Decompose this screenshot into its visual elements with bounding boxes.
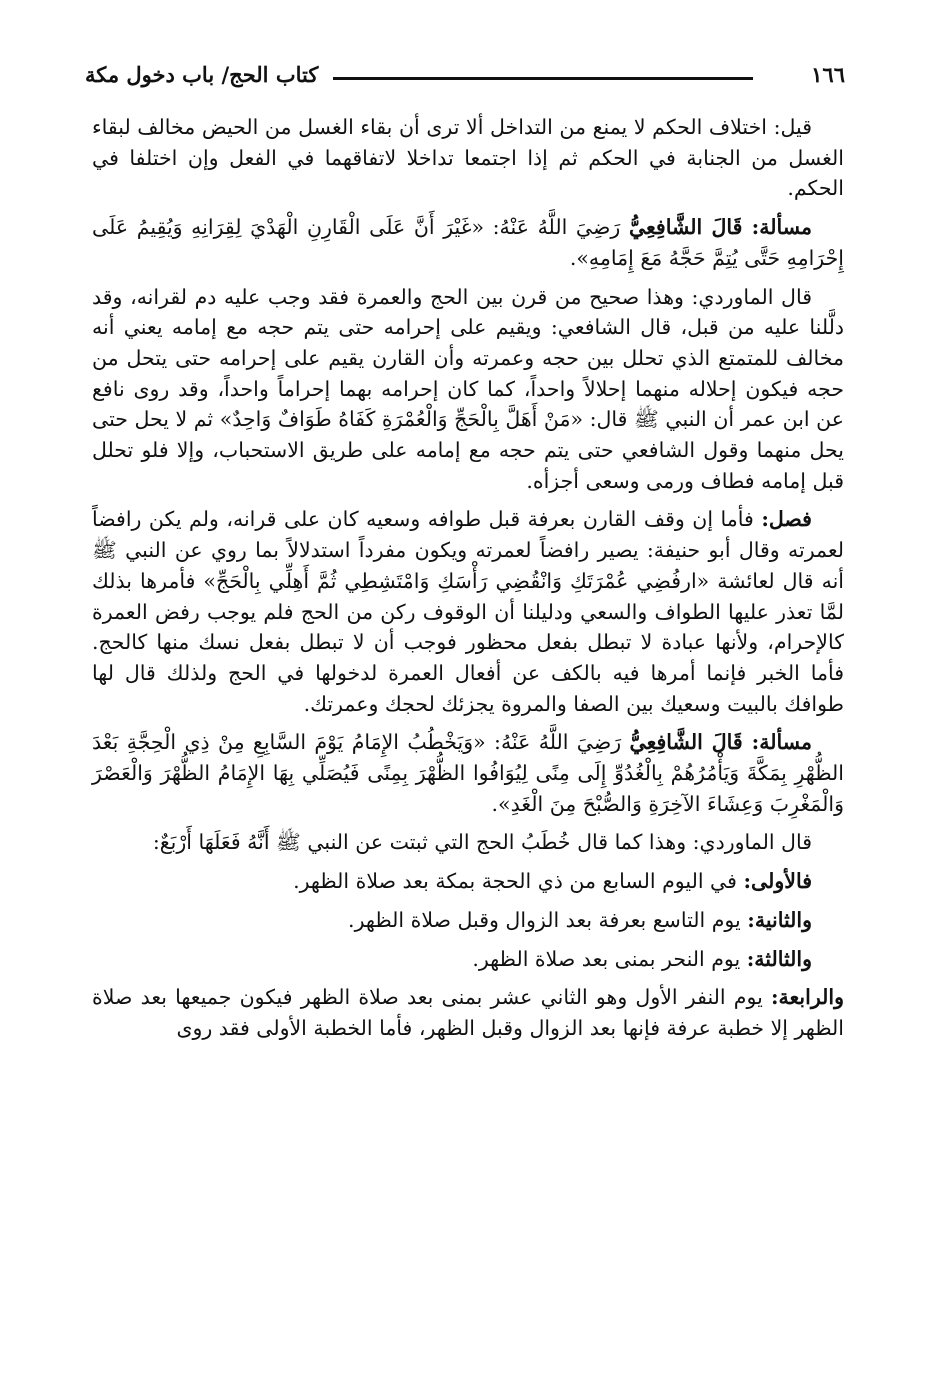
paragraph-text: رَضِيَ اللَّهُ عَنْهُ: «وَيَخْطُبُ الإِمَامُ يَوْمَ السَّابِعِ مِنْ ذِي الْحِجَّةِ بَعْدَ الظُّهْرِ بِمَكَّةَ وَيَأْمُرُهُمْ بِالْغُدُوِّ إِلَى مِنًى لِيُوَافُوا الظُّهْرَ بِمِنًى فَيُصَلِّي بِهَا الإِمَامُ الظُّهْرَ وَالْعَصْرَ وَالْمَغْرِبَ وَعِشَاءَ الآخِرَةِ وَالصُّبْحَ مِنَ الْغَدِ». bbox=[92, 730, 844, 816]
list-item-label: والثالثة: bbox=[746, 946, 812, 971]
paragraph-text: قال الماوردي: وهذا صحيح من قرن بين الحج والعمرة فقد وجب عليه دم لقرانه، وقد دلَّلنا عليه من قبل، قال الشافعي: ويقيم على إحرامه حتى يتم حجه مع إمامه يعني أنه مخالف للمتمتع الذي تحلل بين حجه وعمرته وأن القارن يقيم على إحرامه حتى يتحل من حجه فيكون إحلاله منهما إحلالاً واحداً، كما كان إحرامه بهما إحراماً واحداً، وقد روى نافع عن ابن عمر أن النبي ﷺ قال: «مَنْ أَهَلَّ بِالْحَجِّ وَالْعُمْرَةِ كَفَاهُ طَوَافٌ وَاحِدٌ» ثم لا يحل حتى يحل منهما وقول الشافعي حتى يتم حجه مع إمامه على طريق الاستحباب، وإلا فلو تحلل قبل إمامه فطاف ورمى وسعى أجزأه. bbox=[92, 284, 844, 493]
running-title: كتاب الحج/ باب دخول مكة bbox=[85, 62, 319, 87]
list-item bbox=[92, 944, 844, 975]
list-item-text: في اليوم السابع من ذي الحجة بمكة بعد صلاة الظهر. bbox=[293, 869, 737, 894]
list-item-label: فالأولى: bbox=[743, 869, 812, 894]
page-number: ١٦٦ bbox=[811, 62, 845, 87]
paragraph bbox=[92, 212, 844, 273]
paragraph-text: قال الماوردي: وهذا كما قال خُطَبُ الحج التي ثبتت عن النبي ﷺ أَنَّهُ فَعَلَهَا أَرْبَعٌ: bbox=[152, 830, 812, 855]
page-body bbox=[92, 112, 844, 1044]
list-item bbox=[92, 982, 844, 1043]
list-item-text: يوم التاسع بعرفة بعد الزوال وقبل صلاة الظهر. bbox=[348, 907, 741, 932]
paragraph-label: مسألة: قَالَ الشَّافِعِيُّ bbox=[629, 730, 812, 755]
paragraph-text: فأما إن وقف القارن بعرفة قبل طوافه وسعيه كان على قرانه، ولم يكن رافضاً لعمرته وقال أبو حنيفة: يصير رافضاً لعمرته ويكون مفرداً استدلالاً بما روي عن النبي ﷺ أنه قال لعائشة «ارفُضِي عُمْرَتَكِ وَانْقُضِي رَأْسَكِ وَامْتَشِطِي ثُمَّ أَهِلِّي بِالْحَجِّ» فأمرها بذلك لمَّا تعذر عليها الطواف والسعي ودليلنا أن الوقوف ركن من الحج فلم يوجب رفض العمرة كالإحرام، ولأنها عبادة لا تبطل بفعل محظور فوجب أن لا تبطل بفعل نسك منها كالحج. فأما الخبر فإنما أمرها فيه بالكف عن أفعال العمرة لدخولها في الحج ولذلك قال لها طوافك بالبيت وسعيك بين الصفا والمروة يجزئك لحجك وعمرتك. bbox=[92, 507, 844, 716]
list-item bbox=[92, 905, 844, 936]
paragraph-text: رَضِيَ اللَّهُ عَنْهُ: «غَيْرَ أَنَّ عَلَى الْقَارِنِ الْهَدْيَ لِقِرَانِهِ وَيُقِيمُ عَلَى إِحْرَامِهِ حَتَّى يُتِمَّ حَجَّهُ مَعَ إِمَامِهِ». bbox=[92, 215, 844, 270]
page-header bbox=[85, 60, 845, 94]
list-item-label: والثانية: bbox=[747, 907, 812, 932]
paragraph-label: مسألة: قَالَ الشَّافِعِيُّ bbox=[628, 215, 812, 240]
paragraph-text: قيل: اختلاف الحكم لا يمنع من التداخل ألا ترى أن بقاء الغسل من الحيض مخالف لبقاء الغسل من الجنابة في الحكم ثم إذا اجتمعا تداخلا لاتفاقهما في الفعل وإن اختلفا في الحكم. bbox=[92, 115, 844, 201]
paragraph bbox=[92, 727, 844, 819]
header-rule bbox=[333, 77, 753, 80]
paragraph bbox=[92, 282, 844, 497]
paragraph bbox=[92, 504, 844, 719]
paragraph bbox=[92, 827, 844, 858]
list-item-text: يوم النفر الأول وهو الثاني عشر بمنى بعد صلاة الظهر فيكون جميعها بعد صلاة الظهر إلا خطبة عرفة فإنها بعد الزوال وقبل الظهر، فأما الخطبة الأولى فقد روى bbox=[92, 985, 844, 1040]
paragraph bbox=[92, 112, 844, 204]
list-item-text: يوم النحر بمنى بعد صلاة الظهر. bbox=[472, 946, 741, 971]
list-item-label: والرابعة: bbox=[770, 985, 844, 1010]
paragraph-label: فصل: bbox=[761, 507, 812, 532]
list-item bbox=[92, 866, 844, 897]
